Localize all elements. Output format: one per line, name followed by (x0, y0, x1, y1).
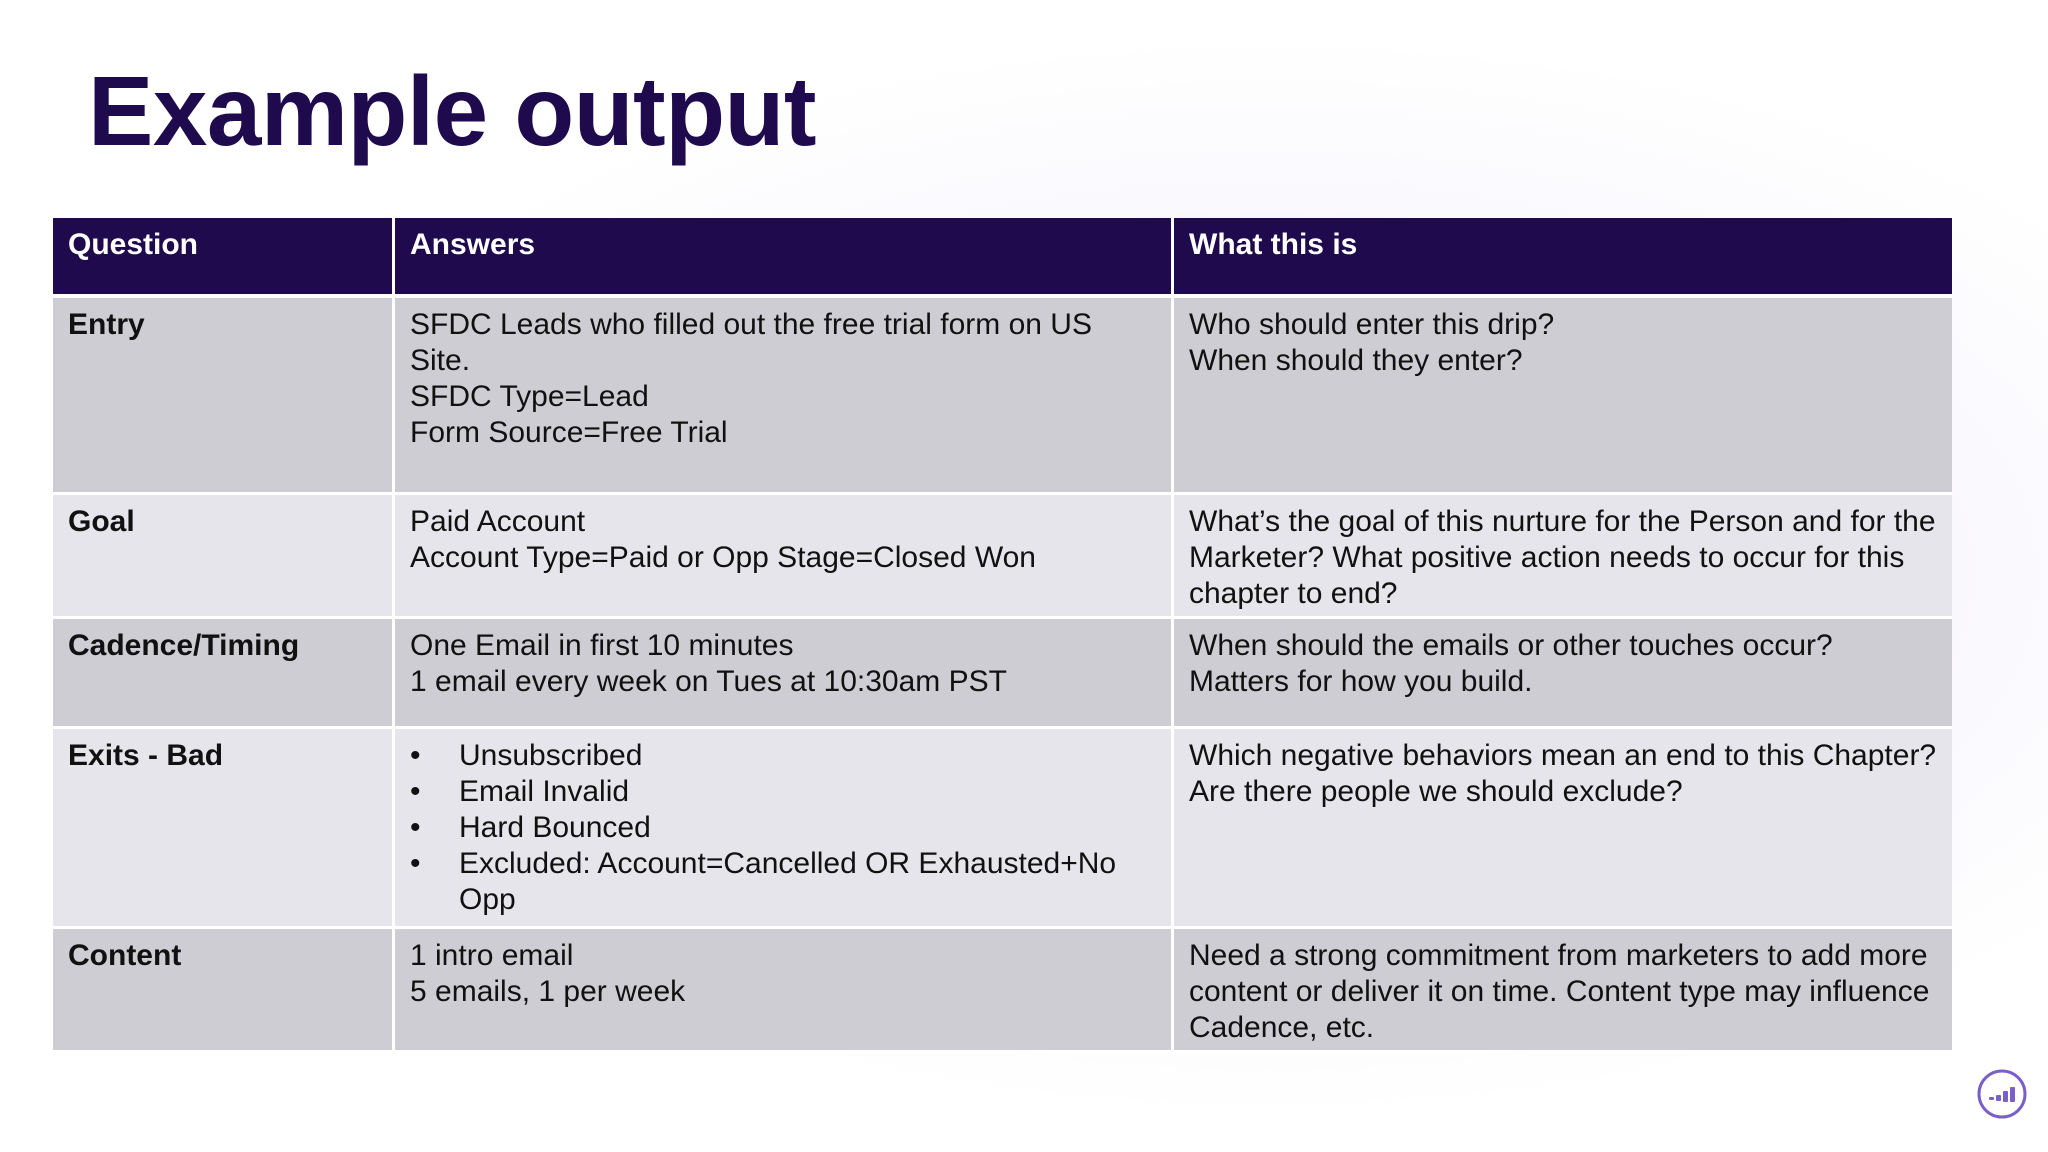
answers-cell (395, 298, 1174, 495)
header-question: Question (53, 218, 395, 298)
answer-line: Paid Account (410, 505, 586, 538)
what-line: When should the emails or other touches occur? (1189, 629, 1833, 662)
what-line: What’s the goal of this nurture for the Person and for the Marketer? What positive action needs to occur for this chapter to end? (1189, 505, 1936, 610)
what-line: Need a strong commitment from marketers to add more content or deliver it on time. Content type may influence Cadence, etc. (1189, 939, 1930, 1044)
header-answers: Answers (395, 218, 1174, 298)
example-output-table (53, 218, 1952, 1053)
what-line: When should they enter? (1189, 344, 1523, 377)
answer-line: Form Source=Free Trial (410, 416, 728, 449)
answers-cell (395, 729, 1174, 929)
marketo-logo-icon (1976, 1068, 2028, 1120)
header-what-this-is: What this is (1174, 218, 1952, 298)
what-line: Which negative behaviors mean an end to this Chapter? (1189, 739, 1937, 772)
answer-line: 1 intro email (410, 939, 574, 972)
answers-cell (395, 619, 1174, 729)
answer-line: Account Type=Paid or Opp Stage=Closed Won (410, 541, 1036, 574)
table-row-exits-bad (53, 729, 1952, 929)
bullet-item: • Unsubscribed (410, 738, 1156, 774)
answers-cell (395, 929, 1174, 1053)
bullet-item: • Excluded: Account=Cancelled OR Exhausted+No Opp (410, 846, 1156, 918)
table-row-entry (53, 298, 1952, 495)
table-row-content (53, 929, 1952, 1053)
what-cell (1174, 495, 1952, 619)
what-cell (1174, 619, 1952, 729)
what-line: Who should enter this drip? (1189, 308, 1555, 341)
question-cell: Cadence/Timing (53, 619, 395, 729)
question-cell: Goal (53, 495, 395, 619)
what-line: Matters for how you build. (1189, 665, 1533, 698)
slide-title: Example output (88, 56, 817, 166)
question-cell: Content (53, 929, 395, 1053)
what-cell (1174, 929, 1952, 1053)
answer-line: SFDC Leads who filled out the free trial form on US Site. (410, 308, 1092, 377)
what-cell (1174, 298, 1952, 495)
exit-bullet-list (410, 738, 1156, 918)
question-cell: Exits - Bad (53, 729, 395, 929)
answer-line: 1 email every week on Tues at 10:30am PST (410, 665, 1007, 698)
question-cell: Entry (53, 298, 395, 495)
bullet-item: • Email Invalid (410, 774, 1156, 810)
table-row-cadence-timing (53, 619, 1952, 729)
answer-line: One Email in first 10 minutes (410, 629, 794, 662)
bullet-item: • Hard Bounced (410, 810, 1156, 846)
what-line: Are there people we should exclude? (1189, 775, 1683, 808)
answers-cell (395, 495, 1174, 619)
what-cell (1174, 729, 1952, 929)
table-row-goal (53, 495, 1952, 619)
answer-line: 5 emails, 1 per week (410, 975, 686, 1008)
answer-line: SFDC Type=Lead (410, 380, 649, 413)
table-header-row (53, 218, 1952, 298)
